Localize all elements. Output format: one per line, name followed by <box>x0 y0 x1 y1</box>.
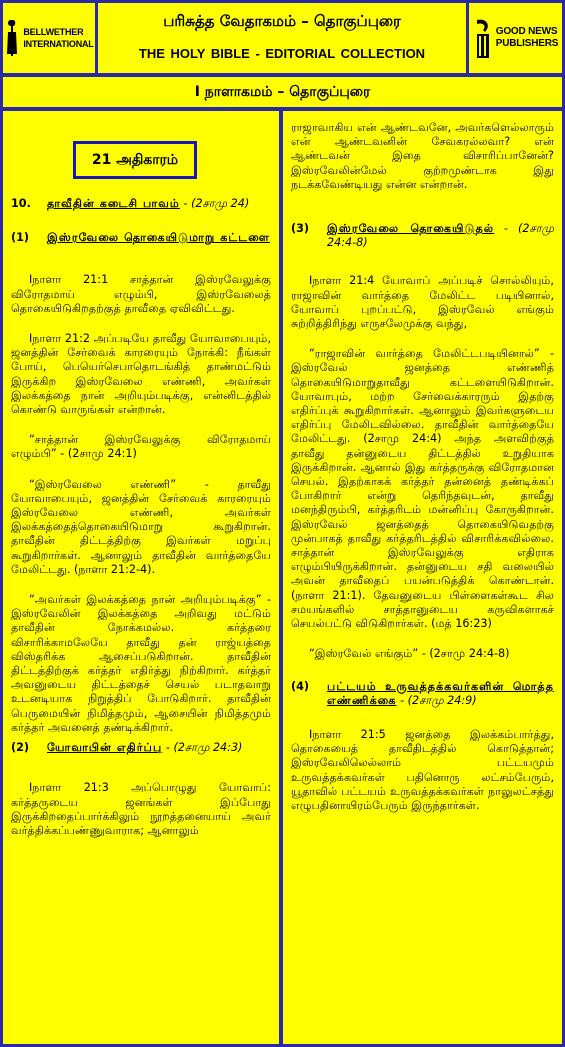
section-2: (2) யோவாபின் எதிர்ப்பு - (2சாமு 24:3) <box>11 741 243 755</box>
section-10: 10. தாவீதின் கடைசி பாவம் - (2சாமு 24) <box>11 197 250 210</box>
logo-right-line1: GOOD NEWS <box>495 26 558 37</box>
commentary-paragraph: “இஸ்ரவேலை எண்ணி” - தாவீது யோவாபையும், ஜனத்தின் சேர்வைக் காரரையும் இஸ்ரவேலை எண்ணி, அவர்கள் இலக்கத்தைத்தொகையிடுமாறு கூறுகிறான். தாவீதின் திட்டத்திற்கு இவர்கள் மறுப்பு கூறுகிறார்கள். ஆனாலும் தாவீதின் வார்த்தையே மேலிட்டது. (நாளா 21:2-4). <box>11 477 271 576</box>
good-news-logo <box>469 3 562 73</box>
verse-paragraph: Iநாளா 21:3 அப்பொழுது யோவாப்: கர்த்தருடைய ஜனங்கள் இப்போது இருக்கிறதைப்பார்க்கிலும் நூறத்தனையாய் அவர் வர்த்திக்கப்பண்ணுவாராக; ஆனாலும் <box>11 781 271 837</box>
section-number: (1) <box>11 231 30 245</box>
verse-paragraph: Iநாளா 21:2 அப்படியே தாவீது யோவாபையும், ஜனத்தின் சேர்வைக் காரரையும் நோக்கி: நீங்கள் போய், பெயெர்செபாதொடங்கித் தாண்மட்டும் இருக்கிற இஸ்ரவேலை எண்ணி, அவர்கள் இலக்கத்தை நான் அறியும்படிக்கு, என்னிடத்தில் கொண்டு வாருங்கள் என்றான். <box>11 332 271 417</box>
section-title: இஸ்ரவேலை தொகையிடுமாறு கட்டளை <box>47 231 270 245</box>
logo-right-line2: PUBLISHERS <box>495 38 559 49</box>
logo-left-line2: INTERNATIONAL <box>23 39 94 49</box>
verse-paragraph: Iநாளா 21:4 யோவாப் அப்படிச் சொல்லியும், ராஜாவின் வார்த்தை மேலிட்ட படியினால், யோவாப் புறப்பட்டு, இஸ்ரவேல் எங்கும் சுற்றித்திரிந்து எருசலேமுக்கு வந்து, <box>291 274 554 331</box>
section-ref: (2சாமு 24:9) <box>407 693 477 707</box>
section-1 <box>11 231 271 245</box>
verse-paragraph: Iநாளா 21:1 சாத்தான் இஸ்ரவேலுக்கு விரோதமாய் எழும்பி, இஸ்ரவேலைத் தொகையிடுகிறதற்குத் தாவீதை ஏவிவிட்டது. <box>11 273 271 315</box>
logo-left-line1: BELLWETHER <box>23 27 84 37</box>
book-subtitle: I நாளாகமம் – தொகுப்புரை <box>3 77 562 107</box>
section-3: (3) இஸ்ரவேலை தொகையிடுதல் - (2சாமு 24:4-8) <box>291 222 554 250</box>
ram-horn-icon <box>473 16 493 60</box>
section-title: தாவீதின் கடைசி பாவம் <box>47 197 180 210</box>
section-ref: (2சாமு 24:3) <box>173 741 243 755</box>
section-ref: (2சாமு 24:4-8) <box>327 222 554 250</box>
section-number: 10. <box>11 197 31 210</box>
section-title: பட்டயம் உருவத்தக்கவர்களின் மொத்த எண்ணிக்கை <box>327 679 554 707</box>
section-4: (4) பட்டயம் உருவத்தக்கவர்களின் மொத்த எண்ணிக்கை - (2சாமு 24:9) <box>291 679 554 707</box>
header-title-tamil: பரிசுத்த வேதாகமம் – தொகுப்புரை <box>163 12 401 30</box>
section-number: (3) <box>291 222 310 236</box>
section-title: யோவாபின் எதிர்ப்பு <box>47 741 163 755</box>
commentary-paragraph: “இஸ்ரவேல் எங்கும்” - (2சாமு 24:4-8) <box>309 647 510 661</box>
commentary-paragraph: “ராஜாவின் வார்த்தை மேலிட்டபடியினால்” - இஸ்ரவேல் ஜனத்தை எண்ணித் தொகையிடுமாறுதாவீது கட்டளையிடுகிறான். யோவாபும், மற்ற சேர்வைக்காரரும் இதற்கு எதிர்ப்புக் கூறுகிறார்கள். ஆனாலும் இவர்களுடைய எதிர்ப்பு மேலிடவில்லை. தாவீதின் வார்த்தையே மேலிட்டது. (2சாமு 24:4) அந்த அளவிற்குத் தாவீது தன்னுடைய திட்டத்தில் உறுதியாக இருக்கிறான். ஆனால் இது கர்த்தருக்கு விரோதமான செயல். இதற்காகக் கர்த்தர் தன்னைத் தண்டிக்கப் போகிறார் என்று தெரிந்தவுடன், தாவீது மனந்திரும்பி, கர்த்தரிடம் மன்னிப்பு கோருகிறான். இஸ்ரவேல் ஜனத்தைத் தொகையிடுவதற்கு முன்பாகத் தாவீது கர்த்தரிடத்தில் விசாரிக்கவில்லை. சாத்தான் இஸ்ரவேலுக்கு எதிராக எழும்பியிருக்கிறான். தன்னுடைய சதி வலையில் அவன் தாவீதைப் பயன்படுத்திக் கொண்டான். (நாளா 21:1). தேவனுடைய பிள்ளைகள்கூட சில சமயங்களில் சாத்தானுடைய கருவிகளாகச் செயல்பட்டு விடுகிறார்கள். (மத் 16:23) <box>291 347 554 631</box>
bellwether-logo <box>3 3 95 73</box>
section-title: இஸ்ரவேலை தொகையிடுதல் <box>327 222 495 236</box>
section-number: (2) <box>11 741 30 755</box>
right-column <box>283 111 562 1044</box>
verse-paragraph: ராஜாவாகிய என் ஆண்டவனே, அவர்களெல்லாரும் என் ஆண்டவனின் சேவகரல்லவா? என் ஆண்டவன் இதை விசாரிப்பானேன்? இஸ்ரவேலின்மேல் குற்றமுண்டாக இது நடக்கவேண்டியது என்ன என்றான். <box>291 121 554 191</box>
chapter-heading: 21 அதிகாரம் <box>73 141 197 179</box>
commentary-paragraph: “அவர்கள் இலக்கத்தை நான் அறியும்படிக்கு” - இஸ்ரவேலின் இலக்கத்தை அறிவது மட்டும் தாவீதின் நோக்கமல்ல. கர்த்தரை விசாரிக்காமலேயே தாவீது தன் ராஜ்யத்தை விஸ்தரிக்க ஆசைப்படுகிறான். தாவீதின் திட்டத்திற்குக் கர்த்தர் எதிர்த்து நிற்கிறார். கர்த்தர் அவனுடைய திட்டத்தைச் செயல் படாதவாறு உடனடியாக நிறுத்திப் போடுகிறார். தாவீதின் பெருமையின் நிமித்தமும், ஆசையின் நிமித்தமும் கர்த்தர் அவனைத் தண்டிக்கிறார். <box>11 593 271 734</box>
section-number: (4) <box>291 679 310 693</box>
section-ref: (2சாமு 24) <box>191 197 250 210</box>
header-title-english: THE HOLY BIBLE - EDITORIAL COLLECTION <box>138 46 426 61</box>
left-column <box>3 111 279 1044</box>
page-header <box>98 3 466 73</box>
shepherd-icon <box>4 18 20 58</box>
verse-paragraph: Iநாளா 21:5 ஜனத்தை இலக்கம்பார்த்து, தொகையைத் தாவீதிடத்தில் கொடுத்தான்; இஸ்ரவேலிலெல்லாம் பட்டயமும் உருவத்தக்கவர்கள் பதினொரு லட்சம்பேரும், யூதாவில் பட்டயம் உருவத்தக்கவர்கள் நாலுலட்சத்து எழுபதினாயிரம்பேரும் இருந்தார்கள். <box>291 727 554 812</box>
commentary-paragraph: “சாத்தான் இஸ்ரவேலுக்கு விரோதமாய் எழும்பி” - (2சாமு 24:1) <box>11 433 271 461</box>
